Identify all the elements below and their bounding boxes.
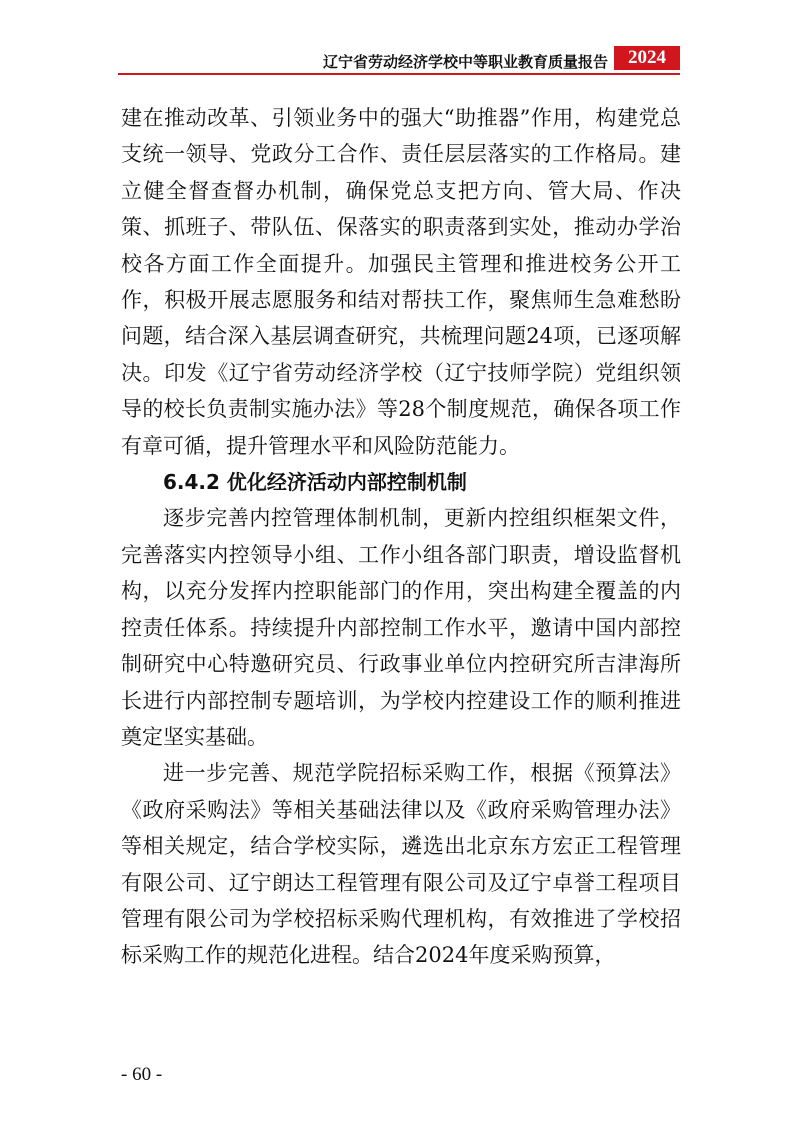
header-rule bbox=[118, 73, 680, 75]
page-number: - 60 - bbox=[121, 1064, 163, 1085]
section-heading: 6.4.2 优化经济活动内部控制机制 bbox=[163, 470, 467, 495]
paragraph: 进一步完善、规范学院招标采购工作，根据《预算法》《政府采购法》等相关基础法律以及《政府采购管理办法》等相关规定，结合学校实际，遴选出北京东方宏正工程管理有限公司、辽宁朗达工程管理有限公司及辽宁卓誉工程项目管理有限公司为学校招标采购代理机构，有效推进了学校招标采购工作的规范化进程。结合2024年度采购预算， bbox=[121, 761, 681, 968]
paragraph-continuation: 建在推动改革、引领业务中的强大“助推器”作用，构建党总支统一领导、党政分工合作、责任层层落实的工作格局。建立健全督查督办机制，确保党总支把方向、管大局、作决策、抓班子、带队伍、保落实的职责落到实处，推动办学治校各方面工作全面提升。加强民主管理和推进校务公开工作，积极开展志愿服务和结对帮扶工作，聚焦师生急难愁盼问题，结合深入基层调查研究，共梳理问题24项，已逐项解决。印发《辽宁省劳动经济学校（辽宁技师学院）党组织领导的校长负责制实施办法》等28个制度规范，确保各项工作有章可循，提升管理水平和风险防范能力。 bbox=[121, 106, 681, 458]
page-header bbox=[118, 46, 680, 72]
header-year-badge: 2024 bbox=[614, 46, 680, 70]
paragraph: 逐步完善内控管理体制机制，更新内控组织框架文件，完善落实内控领导小组、工作小组各部门职责，增设监督机构，以充分发挥内控职能部门的作用，突出构建全覆盖的内控责任体系。持续提升内部控制工作水平，邀请中国内部控制研究中心特邀研究员、行政事业单位内控研究所吉津海所长进行内部控制专题培训，为学校内控建设工作的顺利推进奠定坚实基础。 bbox=[121, 506, 681, 749]
body-text bbox=[121, 100, 681, 974]
header-title: 辽宁省劳动经济学校中等职业教育质量报告 bbox=[322, 53, 608, 71]
